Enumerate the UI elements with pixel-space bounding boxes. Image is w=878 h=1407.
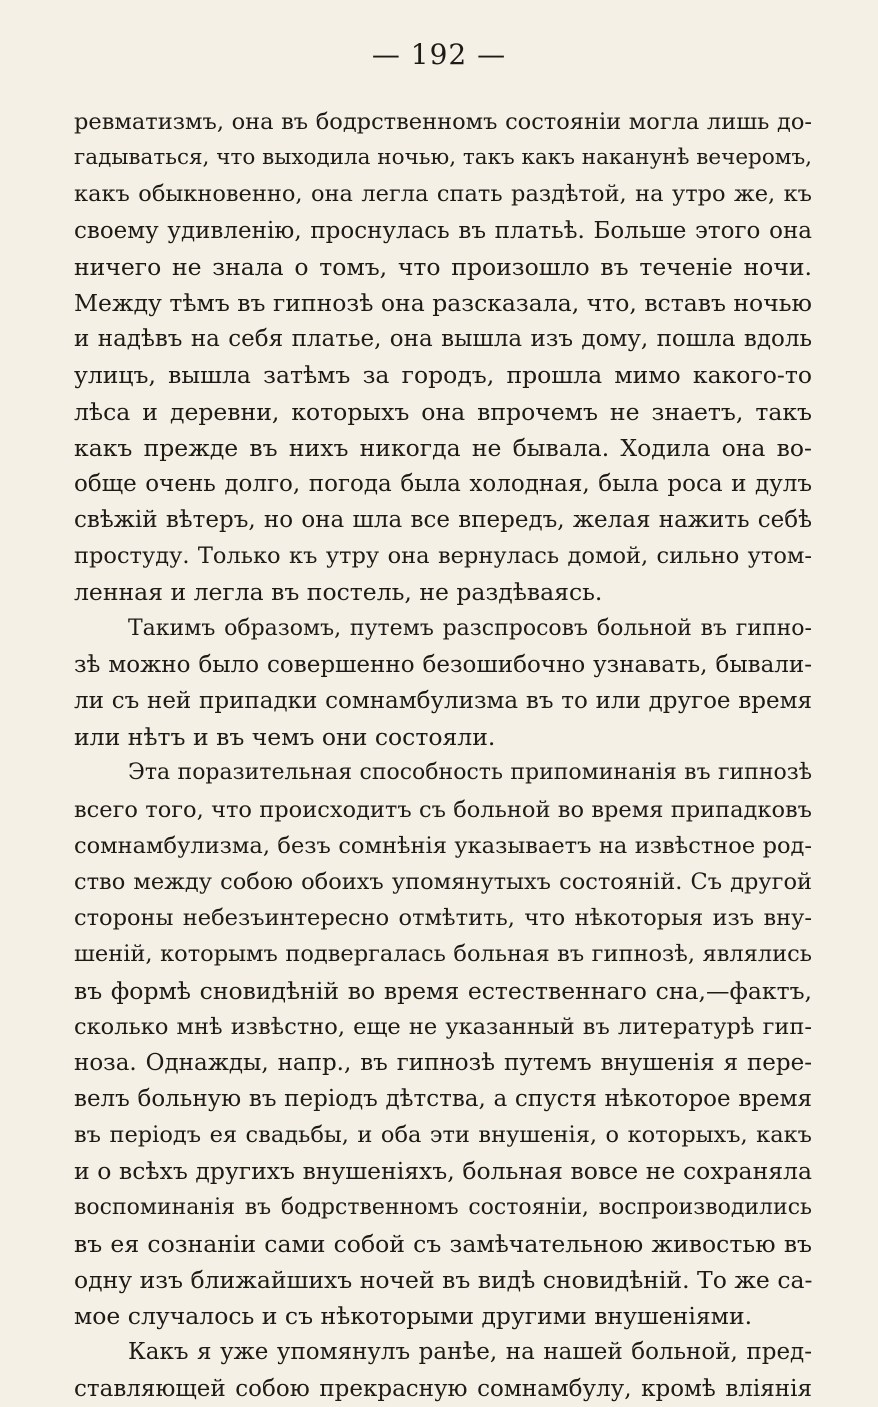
text-line: ничего не знала о томъ, что произошло въ теченіе ночи. [74,252,812,281]
text-line: стороны небезъинтересно отмѣтить, что нѣкоторыя изъ вну- [74,905,812,932]
text-line: ли съ ней припадки сомнамбулизма въ то или другое время [74,688,812,714]
text-line: или нѣтъ и въ чемъ они состояли. [74,723,496,752]
text-line: въ ея сознаніи сами собой съ замѣчательною живостью въ [74,1229,812,1258]
text-line: ство между собою обоихъ упомянутыхъ состояній. Съ другой [74,868,812,895]
text-line: обще очень долго, погода была холодная, была роса и дулъ [74,470,812,497]
text-line: свѣжій вѣтеръ, но она шла все впередъ, желая нажить себѣ [74,507,812,534]
text-line: Между тѣмъ въ гипнозѣ она разсказала, что, вставъ ночью [74,288,812,317]
text-line: въ формѣ сновидѣній во время естественнаго сна,—фактъ, [74,976,812,1005]
text-line: и надѣвъ на себя платье, она вышла изъ дому, пошла вдоль [74,326,812,353]
text-line: всего того, что происходитъ съ больной во время припадковъ [74,796,812,823]
text-line: Какъ я уже упомянулъ ранѣе, на нашей больной, пред- [128,1339,812,1366]
text-line: простуду. Только къ утру она вернулась домой, сильно утом- [74,543,812,570]
text-line: какъ прежде въ нихъ никогда не бывала. Ходила она во- [74,433,812,462]
text-line: Такимъ образомъ, путемъ разспросовъ больной въ гипно- [128,615,812,641]
text-line: гадываться, что выходила ночью, такъ какъ наканунѣ вечеромъ, [74,145,812,171]
text-line: шеній, которымъ подвергалась больная въ гипнозѣ, являлись [74,941,812,968]
text-line: какъ обыкновенно, она легла спать раздѣтой, на утро же, къ [74,181,812,208]
text-line: ноза. Однажды, напр., въ гипнозѣ путемъ внушенія я пере- [74,1049,812,1076]
page-number: — 192 — [371,38,507,71]
text-line: зѣ можно было совершенно безошибочно узнавать, бывали- [74,651,812,678]
text-line: ставляющей собою прекрасную сомнамбулу, кромѣ вліянія [74,1375,812,1402]
text-line: мое случалось и съ нѣкоторыми другими внушеніями. [74,1302,753,1331]
text-line: лѣса и деревни, которыхъ она впрочемъ не знаетъ, такъ [74,397,812,426]
text-line: Эта поразительная способность припоминанія въ гипнозѣ [128,760,812,786]
text-line: сколько мнѣ извѣстно, еще не указанный въ литературѣ гип- [74,1013,812,1040]
text-line: воспоминанія въ бодрственномъ состояніи, воспроизводились [74,1194,812,1220]
text-line: сомнамбулизма, безъ сомнѣнія указываетъ на извѣстное род- [74,832,812,859]
text-line: улицъ, вышла затѣмъ за городъ, прошла мимо какого-то [74,361,812,390]
text-line: велъ больную въ періодъ дѣтства, а спустя нѣкоторое время [74,1086,812,1113]
text-line: одну изъ ближайшихъ ночей въ видѣ сновидѣній. То же са- [74,1266,812,1294]
text-line: ревматизмъ, она въ бодрственномъ состояніи могла лишь до- [74,109,812,135]
text-line: въ періодъ ея свадьбы, и оба эти внушенія, о которыхъ, какъ [74,1122,812,1149]
body-text [74,104,812,1407]
text-line: и о всѣхъ другихъ внушеніяхъ, больная вовсе не сохраняла [74,1157,812,1186]
text-line: ленная и легла въ постель, не раздѣваясь. [74,578,603,607]
text-line: своему удивленію, проснулась въ платьѣ. Больше этого она [74,217,812,244]
